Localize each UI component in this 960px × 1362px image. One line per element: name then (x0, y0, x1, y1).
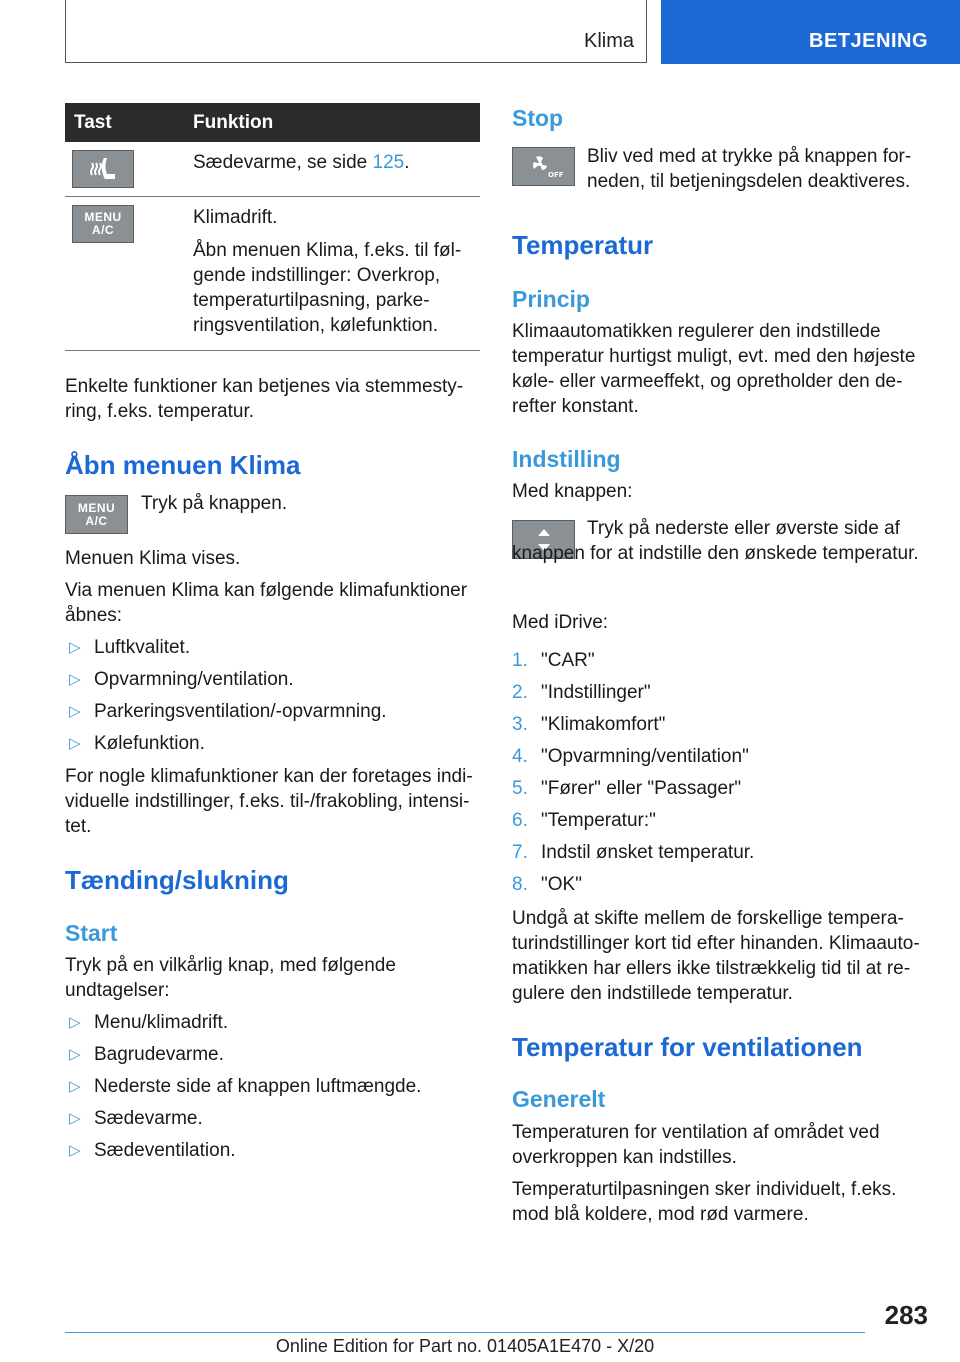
principle-text: Klimaautomatikken regulerer den indstillede temperatur hurtigst muligt, evt. med den højeste køle- eller varmeeffekt, og opretholder den derefter konstant. (512, 321, 916, 417)
svg-text:OFF: OFF (547, 170, 564, 179)
on-off-heading: Tænding/slukning (65, 865, 289, 895)
footer-edition: Online Edition for Part no. 01405A1E470 - X/20 (275, 1336, 655, 1356)
list-item: ▷ Sædeventilation. (69, 1140, 236, 1161)
with-idrive-text: Med iDrive: (512, 612, 609, 633)
footer-divider (65, 1332, 865, 1333)
temperature-heading: Temperatur (512, 230, 654, 260)
header-chapter-tab[interactable] (661, 0, 960, 64)
header-chapter-label: BETJENING (809, 30, 928, 52)
table-cell-text: Sædevarme, se side 125. (193, 152, 410, 173)
button-instruction-text: Tryk på nederste eller øverste side af knappen for at indstille den ønskede temperatur. (512, 518, 919, 564)
list-item: ▷ Sædevarme. (69, 1108, 203, 1129)
list-item: ▷ Parkeringsventilation/-opvarmning. (69, 701, 387, 722)
with-button-text: Med knappen: (512, 481, 633, 502)
table-row (65, 197, 480, 351)
list-item: ▷ Luftkvalitet. (69, 637, 191, 658)
fan-off-key-icon (512, 147, 575, 186)
menu-functions-list (65, 635, 480, 756)
list-item: ▷ Menu/klimadrift. (69, 1012, 229, 1033)
general-heading: Generelt (512, 1086, 606, 1112)
intro-text: Enkelte funktioner kan betjenes via stemmestyring, f.eks. temperatur. (65, 376, 464, 422)
list-item: 4. "Opvarmning/ventilation" (512, 746, 749, 767)
list-item: 5. "Fører" eller "Passager" (512, 778, 742, 799)
stop-heading: Stop (512, 105, 564, 131)
start-text: Tryk på en vilkårlig knap, med følgende undtagelser: (65, 955, 396, 1001)
menu-ac-key-icon: MENU A/C (72, 205, 134, 243)
menu-shown-text: Menuen Klima vises. (65, 548, 241, 569)
header-box (65, 0, 647, 63)
table-row (65, 142, 480, 197)
table-header-row (65, 103, 480, 142)
menu-via-text: Via menuen Klima kan følgende klimafunktioner åbnes: (65, 580, 468, 626)
list-item: ▷ Nederste side af knappen luftmængde. (69, 1076, 422, 1097)
exceptions-list (65, 1010, 480, 1163)
seat-heating-icon (72, 150, 134, 188)
table-cell-text: Klimadrift. (193, 207, 278, 228)
page-link[interactable]: 125 (372, 152, 405, 173)
list-item: 1. "CAR" (512, 650, 595, 671)
individual-settings-text: For nogle klimafunktioner kan der foretages individuelle indstillinger, f.eks. til-/frakobling, intensitet. (65, 766, 473, 837)
vent-temperature-heading: Temperatur for ventilationen (512, 1032, 863, 1062)
idrive-steps-list (512, 648, 927, 897)
press-button-text: Tryk på knappen. (141, 493, 288, 514)
table-header-key: Tast (65, 103, 193, 142)
avoid-switching-text: Undgå at skifte mellem de forskellige temperaturindstillinger kort tid efter hinanden. Klimaautomatikken har ellers ikke tilstrækkelig tid til at regulere den indstillede temperatur. (512, 908, 920, 1004)
list-item: 7. Indstil ønsket temperatur. (512, 842, 755, 863)
list-item: 8. "OK" (512, 874, 582, 895)
list-item: 3. "Klimakomfort" (512, 714, 666, 735)
key-function-table (65, 103, 480, 351)
start-heading: Start (65, 920, 118, 946)
page-number: 283 (884, 1300, 928, 1330)
header-section-title: Klima (583, 30, 634, 52)
list-item: ▷ Kølefunktion. (69, 733, 205, 754)
stop-text: Bliv ved med at trykke på knappen forneden, til betjeningsdelen deaktiveres. (587, 146, 912, 192)
list-item: 2. "Indstillinger" (512, 682, 651, 703)
general-text-1: Temperaturen for ventilation af området ved overkroppen kan indstilles. (512, 1122, 880, 1168)
list-item: ▷ Opvarmning/ventilation. (69, 669, 294, 690)
menu-ac-key-icon: MENU A/C (65, 495, 128, 534)
table-header-function: Funktion (193, 103, 480, 142)
list-item: ▷ Bagrudevarme. (69, 1044, 224, 1065)
principle-heading: Princip (512, 286, 590, 312)
table-cell-text: Åbn menuen Klima, f.eks. til følgende indstillinger: Overkrop, temperaturtilpasning, parkeringsventilation, kølefunktion. (193, 240, 462, 336)
open-menu-heading: Åbn menuen Klima (65, 450, 301, 480)
list-item: 6. "Temperatur:" (512, 810, 656, 831)
setting-heading: Indstilling (512, 446, 621, 472)
general-text-2: Temperaturtilpasningen sker individuelt, f.eks. mod blå koldere, mod rød varmere. (512, 1179, 897, 1225)
